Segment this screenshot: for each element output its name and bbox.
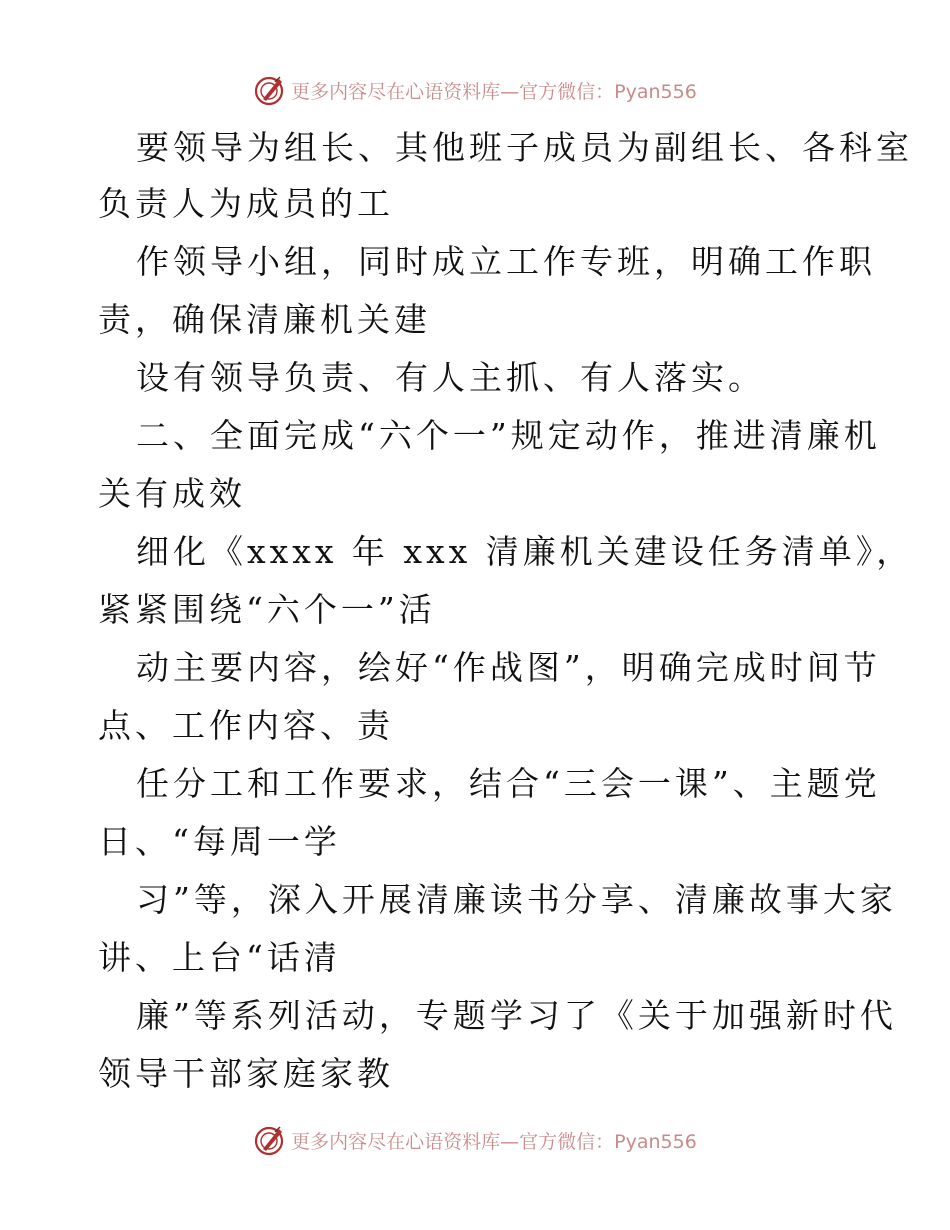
text-line: 点、工作内容、责 bbox=[98, 706, 394, 745]
text-line: 动主要内容，绘好“作战图”，明确完成时间节 bbox=[136, 648, 881, 687]
watermark-id: Pyan556 bbox=[614, 1130, 697, 1153]
text-line: 关有成效 bbox=[98, 474, 246, 513]
text-line: 紧紧围绕“六个一”活 bbox=[98, 590, 436, 629]
text-line: 日、“每周一学 bbox=[98, 822, 341, 861]
quill-logo-icon bbox=[253, 1123, 287, 1157]
text-line: 责，确保清廉机关建 bbox=[98, 300, 431, 339]
text-line: 讲、上台“话清 bbox=[98, 938, 341, 977]
header-watermark bbox=[0, 70, 950, 110]
text-line: 作领导小组，同时成立工作专班，明确工作职 bbox=[136, 242, 876, 281]
text-line: 任分工和工作要求，结合“三会一课”、主题党 bbox=[136, 764, 881, 803]
text-line: 习”等，深入开展清廉读书分享、清廉故事大家 bbox=[136, 880, 897, 919]
text-line: 要领导为组长、其他班子成员为副组长、各科室 bbox=[136, 128, 913, 167]
text-line: 设有领导负责、有人主抓、有人落实。 bbox=[136, 358, 765, 397]
text-line: 廉”等系列活动，专题学习了《关于加强新时代 bbox=[136, 996, 897, 1035]
watermark-text: 更多内容尽在心语资料库—官方微信：Pyan556 bbox=[291, 80, 697, 103]
quill-logo-icon bbox=[253, 73, 287, 107]
text-line: 细化《xxxx 年 xxx 清廉机关建设任务清单》， bbox=[136, 532, 914, 571]
footer-watermark bbox=[0, 1120, 950, 1160]
watermark-id: Pyan556 bbox=[614, 80, 697, 103]
text-line: 领导干部家庭家教 bbox=[98, 1054, 394, 1093]
text-line: 二、全面完成“六个一”规定动作，推进清廉机 bbox=[136, 416, 881, 455]
watermark-text: 更多内容尽在心语资料库—官方微信：Pyan556 bbox=[291, 1130, 697, 1153]
text-line: 负责人为成员的工 bbox=[98, 184, 394, 223]
